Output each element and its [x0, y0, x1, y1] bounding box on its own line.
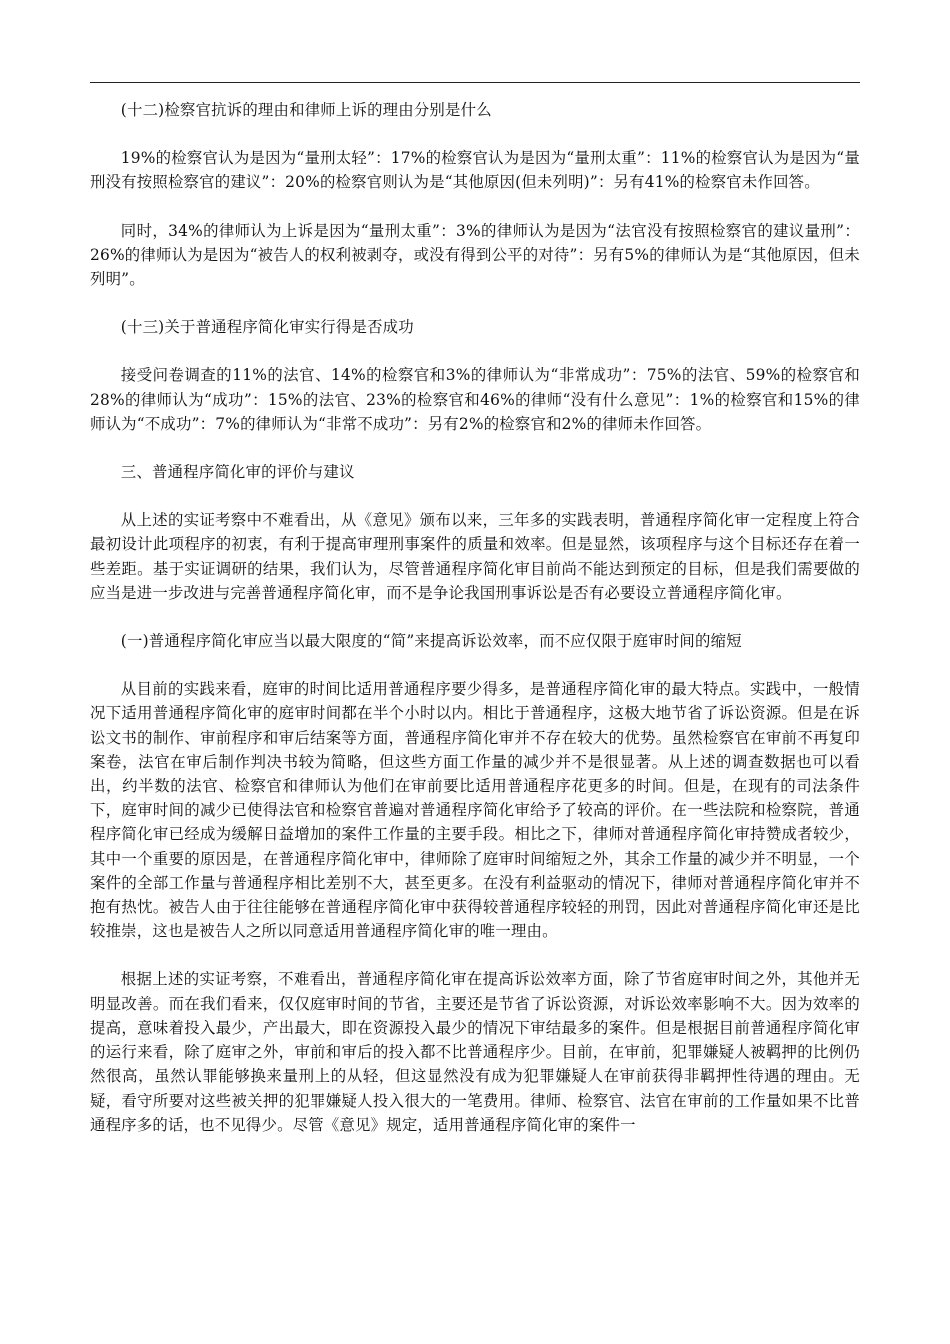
subsection-heading-1: (一)普通程序简化审应当以最大限度的“简”来提高诉讼效率，而不应仅限于庭审时间的缩短	[120, 632, 742, 651]
body-paragraph: 19%的检察官认为是因为“量刑太轻”：17%的检察官认为是因为“量刑太重”：11%的检察官认为是因为“量刑没有按照检察官的建议”：20%的检察官则认为是“其他原因(但未列明)”：另有41%的检察官未作回答。	[90, 149, 860, 192]
body-paragraph: 从目前的实践来看，庭审的时间比适用普通程序要少得多，是普通程序简化审的最大特点。实践中，一般情况下适用普通程序简化审的庭审时间都在半个小时以内。相比于普通程序，这极大地节省了诉讼资源。但是在诉讼文书的制作、审前程序和审后结案等方面，普通程序简化审并不存在较大的优势。虽然检察官在审前不再复印案卷，法官在审后制作判决书较为简略，但这些方面工作量的减少并不是很显著。从上述的调查数据也可以看出，约半数的法官、检察官和律师认为他们在审前要比适用普通程序花更多的时间。但是，在现有的司法条件下，庭审时间的减少已使得法官和检察官普遍对普通程序简化审给予了较高的评价。在一些法院和检察院，普通程序简化审已经成为缓解日益增加的案件工作量的主要手段。相比之下，律师对普通程序简化审持赞成者较少，其中一个重要的原因是，在普通程序简化审中，律师除了庭审时间缩短之外，其余工作量的减少并不明显，一个案件的全部工作量与普通程序相比差别不大，甚至更多。在没有利益驱动的情况下，律师对普通程序简化审并不抱有热忱。被告人由于往往能够在普通程序简化审中获得较普通程序较轻的刑罚，因此对普通程序简化审还是比较推崇，这也是被告人之所以同意适用普通程序简化审的唯一理由。	[90, 680, 860, 941]
body-paragraph: 接受问卷调查的11%的法官、14%的检察官和3%的律师认为“非常成功”：75%的法官、59%的检察官和28%的律师认为“成功”：15%的法官、23%的检察官和46%的律师“没有什么意见”：1%的检察官和15%的律师认为“不成功”：7%的律师认为“非常不成功”：另有2%的检察官和2%的律师未作回答。	[90, 366, 860, 433]
document-body	[90, 98, 860, 1137]
section-heading-3: 三、普通程序简化审的评价与建议	[120, 463, 355, 482]
body-paragraph: 同时，34%的律师认为上诉是因为“量刑太重”：3%的律师认为是因为“法官没有按照检察官的建议量刑”：26%的律师认为是因为“被告人的权利被剥夺，或没有得到公平的对待”：另有5%的律师认为是“其他原因，但未列明”。	[90, 221, 860, 289]
body-paragraph: 根据上述的实证考察，不难看出，普通程序简化审在提高诉讼效率方面，除了节省庭审时间之外，其他并无明显改善。而在我们看来，仅仅庭审时间的节省，主要还是节省了诉讼资源，对诉讼效率影响不大。因为效率的提高，意味着投入最少，产出最大，即在资源投入最少的情况下审结最多的案件。但是根据目前普通程序简化审的运行来看，除了庭审之外，审前和审后的投入都不比普通程序少。目前，在审前，犯罪嫌疑人被羁押的比例仍然很高，虽然认罪能够换来量刑上的从轻，但这显然没有成为犯罪嫌疑人在审前获得非羁押性待遇的理由。无疑，看守所要对这些被关押的犯罪嫌疑人投入很大的一笔费用。律师、检察官、法官在审前的工作量如果不比普通程序多的话，也不见得少。尽管《意见》规定，适用普通程序简化审的案件一	[90, 970, 860, 1134]
header-rule	[90, 82, 860, 83]
section-heading-13: (十三)关于普通程序简化审实行得是否成功	[120, 318, 414, 337]
body-paragraph: 从上述的实证考察中不难看出，从《意见》颁布以来，三年多的实践表明，普通程序简化审一定程度上符合最初设计此项程序的初衷，有利于提高审理刑事案件的质量和效率。但是显然，该项程序与这个目标还存在着一些差距。基于实证调研的结果，我们认为，尽管普通程序简化审目前尚不能达到预定的目标，但是我们需要做的应当是进一步改进与完善普通程序简化审，而不是争论我国刑事诉讼是否有必要设立普通程序简化审。	[90, 511, 860, 602]
section-heading-12: (十二)检察官抗诉的理由和律师上诉的理由分别是什么	[120, 101, 492, 119]
